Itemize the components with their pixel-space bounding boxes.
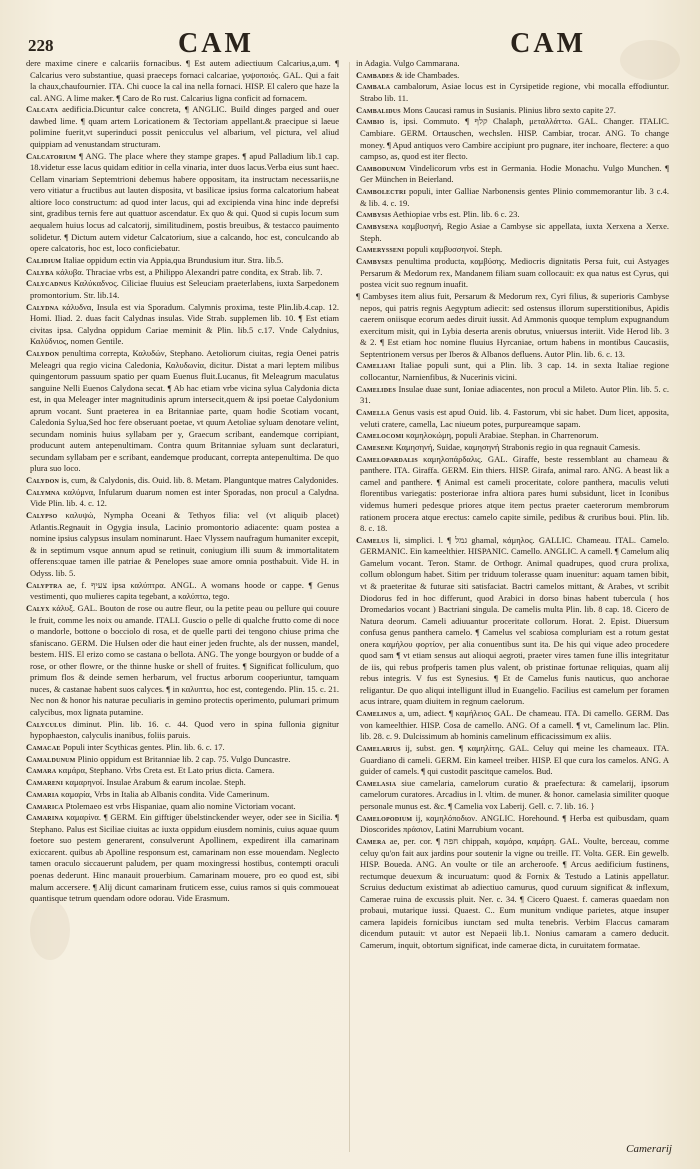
catchword: Camerarij	[626, 1143, 672, 1155]
entry-headword: Camella	[356, 407, 390, 418]
entry-text: Italiae populi sunt, qui a Plin. lib. 3 cap. 14. in sexta Italiae regione collocantur, Narnienfibus, & Nucerinis vicini.	[360, 360, 669, 383]
entry-headword: Calyba	[26, 266, 54, 277]
entry-text: is, ipsi. Commuto. ¶ קלף Chalaph, μεταλλάττω. GAL. Changer. ITALIC. Cambiare. GERM. Ortauschen, wechslen. HISP. Cambiar, trocar. ANG. To change money. ¶ Apud antiquos vero Cambire accipiunt pro pugnare, iter inchoare, flectere: a quo campso, as, quod est iter flecto.	[360, 116, 669, 162]
entry-headword: Calycadnus	[26, 278, 72, 289]
entry-text: Plinio oppidum est Britanniae lib. 2 cap. 75. Vulgo Duncastre.	[77, 753, 291, 764]
column-divider	[349, 62, 350, 1152]
entry-text: aedificia.Dicuntur calce concreta, ¶ ANGLIC. Build dinges parged and ouer dawbed lime. ¶ quam artem Loricationem & Tectoriam appellant.& praecipue si laeue polimine fuerit,vt superinduci possit penicculus vel albarium, vel pictura, vel aliud quippiam ad venustandam structuram.	[30, 104, 339, 150]
entry-text: Italiae oppidum ectin via Appia,qua Brundusium itur. Stra. lib.5.	[63, 254, 284, 265]
dictionary-entry	[356, 384, 669, 407]
entry-text: penultima correpta, Καλυδών, Stephano. Aetoliorum ciuitas, regia Oenei patris Meleagri qua regio vicina Caledonia, Καλυδωνία, dicitur. Distat a mari leptem milibus quingentorum passuum spatio per quam Euenus fluit.Lucanus, fit Meleagrum maculatus sanguine Nelli Euenos Calydona secat. ¶ Ab hac etiam vrbe vicina sylua Calydonia dicta est, in qua Meleager inter magnitudinis aprum intersecit,quem & ipsi poetae Calydonium aprum vocant. Sunt praeterea in ea Britanniae parte, quam hodie Scotiam vocant, Caledonia Sylua,Sed hoc fere obseruant poetae, vt quum Aetoliae syluam denotare velint, secundam nominis huius syllabam per y, Graecum scribant, eandemque corripiant, producunt autem antepenultimam. Contra quum Britanniae syluam sunt declaraturi, secundam syllabam per e scribant, eandemque producant, correpta antepenultima. De quo plura suo loco.	[30, 347, 339, 474]
entry-headword: Cambades	[356, 69, 394, 80]
entry-headword: Camelus	[356, 534, 390, 545]
entry-text: Aethiopiae vrbs est. Plin. lib. 6 c. 23.	[392, 209, 520, 220]
dictionary-entry	[26, 487, 339, 510]
entry-text: Populi inter Scythicas gentes. Plin. lib. 6. c. 17.	[62, 741, 225, 752]
guide-word-right: CAM	[510, 28, 586, 59]
dictionary-entry	[356, 116, 669, 162]
entry-text: ae, f. צעיף ipsa καλύπτρα. ANGL. A womans hoode or cappe. ¶ Genus vestimenti, quo mulieres capita tegebant, a καλύπτω, tego.	[30, 579, 339, 602]
dictionary-entry	[356, 70, 669, 82]
entry-text: καλυψώ, Nympha Oceani & Tethyos filia: vel (vt aliquib placet) Atlantis.Regnauit in Ogygia insula, Lacinio promontorio adiacente: quam postea a nomine ipsius calypsus insulam nominarunt. Haec Vlyssem naufragum humaniter excepit, & in septimum vsque annum apud se retinuit, coniugium illi suum & immortalitatem offerens:quae tamen ille patriae & Penelopes suae amore omnia posthabuit. Vide H. in Odyss. lib. 5.	[30, 510, 339, 578]
dictionary-entry	[26, 765, 339, 777]
entry-headword: Calyculus	[26, 718, 67, 729]
entry-text: Mons Caucasi ramus in Susianis. Plinius libro sexto capite 27.	[402, 104, 616, 115]
entry-headword: Calcatorium	[26, 150, 77, 161]
dictionary-entry	[26, 789, 339, 801]
entry-text: li, simplici. l. ¶ גמל ghamal, κάμηλος. GALLIC. Chameau. ITAL. Camelo. GERMANIC. Ein kameelthier. HISPANIC. Camello. ANGLIC. A camell. ¶ Camelum aliq Gamelum vocant. Teron. Stamr. de Orthogr. Animal quadrupes, quod crura prolixa, collum oblongum habet. Sitim per triduum tolerasse quam inuenitur: aquam tamen bibit, vt & praeteritae & futurae siti satisfaciat. Bactri camelos mittant, & Arabes, vt scribit Diodorus fed in hoc differunt, quod Arabici in dorso binas habent tubercula ( hos Dromedarios vocant ) Bactriani singula. De camelis multa Plin. lib. 8 cap. 18. Cicero de Natura deorum. Cameli adiuuantur proceritate collorum. Horat. 2. Epist. Diuersum confusa genus panthera camelo. ¶ Camelus vel scabiosa compluriam est a rotum gestat onera καμήλου φορτίον, per alia conuentibus sunt ita. De his qui vique adeo procedere quod sam ¶ vt etiam sensus aut alioqui aegroti, praeter vires tamen fune illis integritatur de iis, qui rebus profperis tamen plus valent, ob pristinae fortunae reliquias, quam alij rebus integris. V fus est Synesius. ¶ Et de Camelus funis nauticus, quo anchorae religantur. De quo aliqui intelligunt illud in Euangelio. Facilius est camelum per foramen acus intrare, quam diuitem in regnum caelorum.	[360, 534, 669, 707]
entry-text: populi καμβυσσηνοί. Steph.	[406, 244, 503, 255]
entry-headword: Calydon	[26, 347, 60, 358]
dictionary-entry	[26, 58, 339, 104]
entry-headword: Camarica	[26, 800, 64, 811]
dictionary-entry	[26, 151, 339, 255]
dictionary-entry	[26, 267, 339, 279]
entry-text: καμαρία, Vrbs in Italia ab Albanis condita. Vide Camerinum.	[61, 788, 270, 799]
entry-text: Ptolemaeo est vrbs Hispaniae, quam alio nomine Victoriam vocant.	[65, 800, 296, 811]
entry-text: καμηλοπάρδαλις. GAL. Giraffe, beste ressemblant au chameau & panthere. ITA. Giraffa. GERM. Ein thiers. HISP. Girafa, animal raro. ANG. A beast lik a camel and panthere. ¶ Animal est cameli proceritate, colore panthera, maculis veluti florentibus variegatis: posteriorae infra altiora pares humi subsidunt, licet in Iconibus videmus humeri pedesque priores atque item pectus praeter caeterorum membrorum rationem procera atque erectus: camelo capite simile, pedibus & cruribus boui. Plin. lib. 8. c. 18.	[360, 453, 669, 534]
entry-text: diminut. Plin. lib. 16. c. 44. Quod vero in spina fullonia gignitur hypophaeston, calyculis inanibus, foliis paruis.	[30, 718, 339, 741]
entry-headword: Calymna	[26, 486, 61, 497]
entry-headword: Calyx	[26, 602, 50, 613]
dictionary-entry	[356, 58, 669, 70]
entry-text: a, um, adiect. ¶ καμήλειος GAL. De chameau. ITA. Di camello. GERM. Das von kameelthier. HISP. Cosa de camello. ANG. Of a camell. ¶ vt, Camelinum lac. Plin. lib. 28. c. 9. Dulcissimum ab hominis camelinum efficacissimum ex aliis.	[360, 708, 669, 742]
entry-headword: Cameliani	[356, 360, 396, 371]
dictionary-entry	[356, 360, 669, 383]
right-column	[356, 58, 669, 1156]
dictionary-entry	[356, 256, 669, 291]
dictionary-entry	[26, 348, 339, 475]
dictionary-entry	[26, 580, 339, 603]
dictionary-entry	[26, 302, 339, 348]
entry-headword: Camelopardalis	[356, 453, 418, 464]
entry-text: κάλυβα. Thraciae vrbs est, a Philippo Alexandri patre condita, ex Strab. lib. 7.	[55, 266, 323, 277]
entry-headword: Cambodunum	[356, 162, 406, 173]
entry-text: κάλυξ. GAL. Bouton de rose ou autre fleur, ou la petite peau ou pellure qui couure le fruit, comme les noix ou amande. ITALI. Guscio o pelle di qualche frutto come di noce o mandorle, bottone o bocciolo di rosa, et de quelle parti dei tengono chiuse prima che sfaniscano. GERM. Die Hulsen oder die haut einer jeden fruchte, als der nussen, mandel, bestem. HIS. El erizo como se castana o bellota. ANG. The yonge bourgyon or budde of a rose, or other flowre, or the thinne huske or shell of fruites. ¶ Significat folliculum, quo primum flos & deinde semen herbarum, vel fructus arborum cooperiuntur, tamquam nuces, & castanae habent suos calyces. ¶ in καλυπτω, hoc est, contegendo. Plin. 15. c. 21. Nec non & honor his naturae peculiaris in gemino protectis operimento, pulumari primum calycibus, mox lignata putamine.	[30, 602, 339, 717]
entry-text: dere maxime cinere e calcariis fornacibus. ¶ Est autem adiectiuum Calcarius,a,um. ¶ Calcarius vero substantiue, quasi praeceps fornaci calcariae, γυψοποιός. GAL. Qui a fait la chaux,chaufournier. ITA. Chi cuoce la cal ina nella fornaci. HISP. El calero que haze la cal. ANG. A lime maker. ¶ Caro de Ro rust. Calcarius ligna conficit ad fornacem.	[26, 58, 339, 103]
dictionary-entry	[356, 163, 669, 186]
running-header	[28, 28, 672, 62]
dictionary-entry	[26, 278, 339, 301]
entry-text: καμάρα, Stephano. Vrbs Creta est. Et Lato prius dicta. Camera.	[58, 765, 275, 776]
dictionary-entry	[356, 743, 669, 778]
entry-headword: Cambysis	[356, 209, 392, 220]
entry-headword: Calidium	[26, 254, 62, 265]
entry-headword: Cambolectri	[356, 186, 407, 197]
entry-text: ¶ ANG. The place where they stampe grapes. ¶ apud Palladium lib.1 cap. 18.videtur esse lacus quidam editior in cella vinaria, inter duos lacus.Verba eius sunt haec. Cellam vinariam Septemtrioni debemus habere oppositam, ita instructam necessariis,ne vero vitiatur a fructibus aut lauten disposita, vt basilicae ipsius forma calcatorium habeat altiore loco constructum: ad quod inter lacus, qui ad excipienda vina hinc inde deprefsi sint, gradibus ternis fere aut quattuor ascendatur. Ex quo & qui. Quod si cupis locum sum aequalem huius locus ad calcatorij, similitudinem, postis breuibus, & testacco pauimento solidetur. ¶ Dictum autem videtur Calcatorium, siue a calcando, hoc est, conculcando ab opere calcatoris, hoc est, loco conficiebatur.	[30, 150, 339, 254]
guide-word-left: CAM	[178, 28, 254, 59]
dictionary-entry	[356, 708, 669, 743]
entry-headword: Camelocomi	[356, 430, 404, 441]
entry-headword: Cambala	[356, 81, 391, 92]
entry-text: populi, inter Galliae Narbonensis gentes Plinio commemorantur lib. 3 c.4. & lib. 4. c. 19.	[360, 186, 669, 208]
entry-headword: Camelasia	[356, 777, 397, 788]
entry-text: καλύμνα, Infularum duarum nomen est inter Sporadas, non procul a Calydna. Vide Plin. lib. 4. c. 12.	[30, 486, 339, 509]
entry-headword: Cambalidus	[356, 104, 401, 115]
dictionary-entry	[26, 510, 339, 579]
dictionary-entry	[26, 475, 339, 487]
entry-text: & ide Chambades.	[395, 69, 460, 80]
entry-headword: Camarina	[26, 812, 64, 823]
page-number: 228	[28, 36, 54, 55]
entry-headword: Camareni	[26, 777, 64, 788]
entry-text: ae, per. cor. ¶ חפה chippah, καμάρα, καμάρη. GAL. Voulte, berceau, comme celuy qu'on fait aux jardins pour soutenir la vigne ou treille. IT. Volta. GER. Ein gewelb. HISP. Boueda. ANG. An voulte or tile an archeroofe. ¶ Arcus aedificium fustinens, rectumque deuexum & incuruatum: quod & Fornix & Testudo a Latinis appellatur. Scruius deductum existimat ab adiectiuo camurus, quod curuum significat & inflexum, Camerae ruina de excussis pluit. Ner. c. 34. ¶ Cicero Quaest. f. cameras quaedam non probaui, mutarique iussi. Quaest. C.. Eum munitum vndique parietes, atque insuper camera lapideis fornicibus iunctam sed multa tenebris. Verbim Flaccus camaram dicendum putauit: vt autor est Nepaeii lib.1. Nonius camaram a camero deducit. Camerum, inquit, obtortum significat, inde camerae dicta, in curuitatem formatae.	[360, 835, 669, 950]
entry-headword: Camaldunum	[26, 753, 76, 764]
dictionary-entry	[356, 778, 669, 813]
entry-text: κάλυδνα, Insula est via Sporadum. Calymnis proxima, teste Plin.lib.4.cap. 12. Homi. Iliad. 2. duas facit Calydnas insulas. Vide Strab. supplemen lib. 10. ¶ Est etiam civitas ipsa. Calydna oppidum Cariae meminit & Plin. lib.5 c.17. Vnde Calydnius, Καλύδνιος, nomen Gentile.	[30, 301, 339, 347]
dictionary-entry	[356, 407, 669, 430]
entry-headword: Calypso	[26, 510, 58, 521]
entry-headword: Calydna	[26, 301, 59, 312]
dictionary-entry	[356, 221, 669, 244]
entry-text: Καλύκαδνος. Ciliciae fluuius est Seleuciam praeterlabens, iuxta Sarpedonem promontorium. Str. lib.14.	[30, 278, 339, 300]
dictionary-entry	[356, 81, 669, 104]
left-column	[26, 58, 339, 1156]
dictionary-entry	[356, 430, 669, 442]
dictionary-entry	[26, 812, 339, 904]
entry-headword: Calyptra	[26, 579, 63, 590]
entry-headword: Camelarius	[356, 743, 401, 754]
entry-headword: Camerysseni	[356, 244, 405, 255]
entry-headword: Camera	[356, 835, 387, 846]
dictionary-entry	[356, 836, 669, 951]
dictionary-entry	[356, 454, 669, 535]
dictionary-entry	[26, 742, 339, 754]
entry-headword: Cambyses	[356, 256, 393, 267]
entry-text: penultima producta, καμβύσης. Mediocris dignitatis Persa fuit, cui Astyages Persarum & Medorum rex, Mandanem filiam suam collocauit: ex qua natus est Cyrus, qui postea vicit suo regnum inuafit.	[360, 256, 669, 290]
dictionary-entry	[356, 535, 669, 708]
entry-headword: Camelinus	[356, 708, 397, 719]
dictionary-entry	[356, 209, 669, 221]
entry-headword: Cambio	[356, 116, 385, 127]
entry-text: cambalorum, Asiae locus est in Cyrsipetide regione, vbi mocalla effodiuntur. Strabo lib. 11.	[360, 81, 669, 104]
dictionary-entry	[26, 777, 339, 789]
dictionary-entry	[26, 754, 339, 766]
entry-text: ij, καμηλόποδιον. ANGLIC. Horehound. ¶ Herba est quibusdam, quam Dioscorides πράσιον, Latini Marrubium vocant.	[360, 812, 669, 835]
entry-text: in Adagia. Vulgo Cammarana.	[356, 58, 460, 68]
entry-text: καμηλοκώμη, populi Arabiae. Stephan. in Charrenorum.	[405, 430, 599, 441]
entry-headword: Camaria	[26, 788, 59, 799]
entry-text: ij, subst. gen. ¶ καμηλίτης. GAL. Celuy qui meine les chameaux. ITA. Guardiano di cameli. GERM. Ein kameel treiber. HISP. El que cura los camelos. ANG. A guider of camels. ¶ qui custodit pascitque camelos. Bud.	[360, 743, 669, 777]
dictionary-entry	[356, 186, 669, 209]
entry-text: καμβυσηνή, Regio Asiae a Cambyse sic appellata, iuxta Xerxena a Xerxe. Steph.	[360, 221, 669, 243]
entry-headword: Camelopodium	[356, 812, 413, 823]
dictionary-entry	[356, 291, 669, 360]
dictionary-entry	[26, 603, 339, 718]
entry-text: ¶ Cambyses item alius fuit, Persarum & Medorum rex, Cyri filius, & superioris Cambyse nepos, qui patris regnis Aegyptum adiecit: sed ostensus illorum superstitionibus, Apidis caerem oniisque ecorum aedes diruit iussit. Ad Ammonis quoque templum expugnandum exercitum misit, qui in Lybia deserta arenis obrutus, vniuersus interiit. Vide Herod lib. 3 & 2. ¶ Est etiam hoc nomine fluuius Hyrcaniae, ortum habens in montibus Caucasiis, Septentrionem versus per Iberos & Albanos defluens. Autor Plin. lib. 6. c. 13.	[356, 291, 669, 359]
entry-text: καμαρίνα. ¶ GERM. Ein gifftiger übelstinckender weyer, oder see in Sicilia. ¶ Stephano. Palus est Siciliae ciuitas ac iuxta oppidum eiusdem nominis, cuius aquae quum foetore suo pestem generarent, consulverunt Apollinem, expedirent illa camarinam exiccarent. quibus ab Apolline responsum est, camarinam non esse mouendam. Neglecto tamen oraculo siccauerunt paludem, per quam moxingressi hostibus, contempti oraculi poenas dederunt. Hinc manauit prouerbium. Camarinam mouere, pro eo quod est, sibi malum accersere. ¶ Alij dicunt camarinam fruticem esse, cuius ramos si quis commoueat quantisque tetrum quendam odore odorau. Vide Erasmum.	[30, 812, 339, 904]
entry-text: Insulae duae sunt, Ioniae adiacentes, non procul a Mileto. Autor Plin. lib. 5. c. 31.	[360, 383, 669, 406]
entry-text: is, cum, & Calydonis, dis. Ouid. lib. 8. Metam. Planguntque matres Calydonides.	[61, 475, 339, 486]
dictionary-entry	[26, 255, 339, 267]
dictionary-entry	[356, 442, 669, 454]
dictionary-entry	[26, 801, 339, 813]
dictionary-entry	[356, 105, 669, 117]
entry-text: καμαρηνοί. Insulae Arabum & earum incolae. Steph.	[65, 777, 246, 788]
dictionary-entry	[356, 244, 669, 256]
dictionary-entry	[26, 719, 339, 742]
dictionary-entry	[26, 104, 339, 150]
entry-text: Καμησηνή, Suidae, καμησηνή Strabonis regio in qua regnauit Camesis.	[395, 442, 641, 453]
entry-headword: Camelides	[356, 383, 396, 394]
entry-text: Genus vasis est apud Ouid. lib. 4. Fastorum, vbi sic habet. Dum licet, apposita, veluti cratere, camella, Lac niueum potes, purpureamque sapam.	[360, 407, 669, 429]
entry-headword: Cambysena	[356, 221, 399, 232]
entry-headword: Camesene	[356, 442, 394, 453]
entry-headword: Camara	[26, 765, 57, 776]
entry-headword: Calcata	[26, 104, 59, 115]
dictionary-entry	[356, 813, 669, 836]
entry-headword: Camacae	[26, 741, 61, 752]
entry-headword: Calydon	[26, 475, 60, 486]
entry-text: Vindelicorum vrbs est in Germania. Hodie Monachu. Vulgo Munchen. ¶ Ger München in Beierland.	[360, 162, 669, 185]
entry-text: siue camelaria, camelorum curatio & praefectura: & camelarij, ipsorum camelorum curatores. Arcadius in l. vltim. de muner. & honor. camelasia similiter quoque personale munus est. &c. ¶ Camelia vox Laberij. Gell. c. 7. lib. 16. }	[360, 777, 669, 811]
